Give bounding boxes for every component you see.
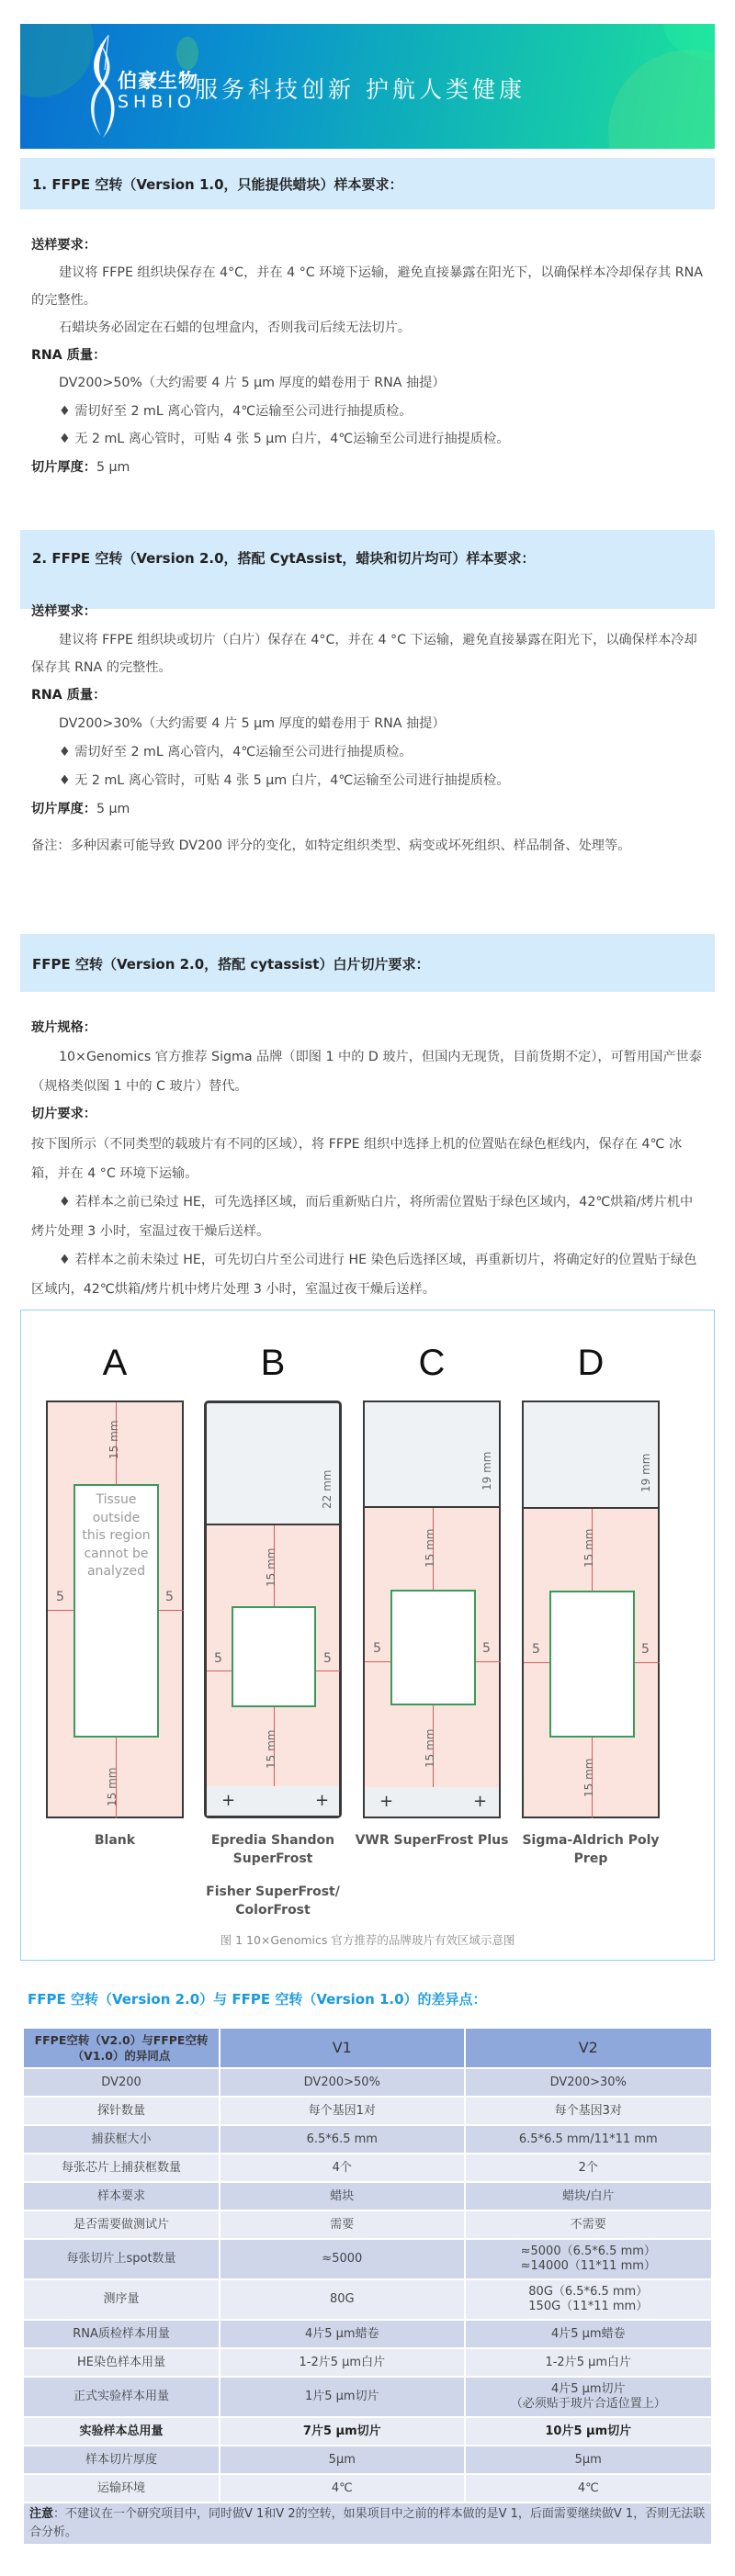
section1-shipping-text: 建议将 FFPE 组织块保存在 4°C，并在 4 °C 环境下运输，避免直接暴露在阳光下，以确保样本冷却保存其 RNA 的完整性。 (31, 265, 703, 308)
section2-title: 2. FFPE 空转（Version 2.0，搭配 CytAssist，蜡块和切片均可）样本要求： (32, 550, 536, 567)
section3-cut-text: 按下图所示（不同类型的载玻片有不同的区域），将 FFPE 组织中选择上机的位置贴在绿色框线内，保存在 4℃ 冰箱，并在 4 °C 环境下运输。 (31, 1137, 683, 1181)
table-cell: 每个基因1对 (220, 2097, 464, 2125)
dimension-line (159, 1610, 184, 1611)
table-cell: RNA质检样本用量 (23, 2320, 220, 2348)
section2-rna-label: RNA 质量： (31, 688, 107, 703)
table-cell: 1片5 μm切片 (220, 2377, 464, 2417)
slide-c (363, 1400, 501, 1818)
slide-a (46, 1400, 184, 1818)
section1-bullet-2: ♦ 无 2 mL 离心管时，可贴 4 张 5 μm 白片，4℃运输至公司进行抽提质检。 (59, 432, 510, 446)
section1-paraffin-note: 石蜡块务必固定在石蜡的包埋盒内，否则我司后续无法切片。 (59, 321, 412, 335)
section2-shipping-label: 送样要求： (31, 604, 96, 619)
table-cell: 1-2片5 μm白片 (220, 2348, 464, 2377)
section3-slide-label: 玻片规格： (31, 1020, 96, 1035)
table-cell: 4片5 μm蜡卷 (220, 2320, 464, 2348)
cell-line: ≈14000（11*11 mm） (520, 2259, 656, 2273)
table-cell (465, 2239, 712, 2279)
slide-b-letter: B (260, 1343, 286, 1383)
table-note (23, 2503, 712, 2545)
dimension-line (48, 1610, 74, 1611)
plus-mark-icon: + (221, 1791, 236, 1810)
logo-chinese-name: 伯豪生物 (118, 70, 198, 92)
table-cell: 需要 (220, 2210, 464, 2239)
dimension-line (207, 1670, 232, 1671)
slide-b-caption-2: Fisher SuperFrost/ ColorFrost (206, 1884, 340, 1918)
table-cell: 蜡块/白片 (465, 2182, 712, 2210)
table-cell: 运输环境 (23, 2474, 220, 2503)
note-text: ：不建议在一个研究项目中，同时做V 1和V 2的空转，如果项目中之前的样本做的是V 1，后面需要继续做V 1，否则无法联合分析。 (29, 2507, 706, 2539)
dimension-line (524, 1662, 549, 1663)
slide-b-right-margin: 5 (323, 1651, 332, 1666)
table-row (23, 2377, 712, 2417)
table-cell: 80G (220, 2279, 464, 2320)
section1-dv200: DV200>50%（大约需要 4 片 5 μm 厚度的蜡卷用于 RNA 抽提） (59, 376, 446, 390)
section2-thickness-label: 切片厚度： (31, 802, 96, 816)
section2-thickness (31, 795, 706, 823)
slide-d-right-margin: 5 (641, 1642, 650, 1657)
dimension-line (476, 1661, 501, 1662)
slide-a-left-margin: 5 (56, 1590, 64, 1604)
slide-c-capture-area (390, 1590, 476, 1705)
section3-slide-text: 10×Genomics 官方推荐 Sigma 品牌（即图 1 中的 D 玻片，但国内无现货，目前货期不定），可暂用国产世泰（规格类似图 1 中的 C 玻片）替代。 (31, 1050, 702, 1094)
section1-thickness-label: 切片厚度： (31, 460, 96, 475)
section2-bullet-1: ♦ 需切好至 2 mL 离心管内，4℃运输至公司进行抽提质检。 (59, 745, 413, 759)
slide-d-letter: D (577, 1343, 605, 1383)
section1-shipping-label: 送样要求： (31, 238, 96, 253)
table-cell: DV200>50% (220, 2068, 464, 2097)
slide-a-letter: A (102, 1343, 128, 1383)
section1-thickness-value: 5 μm (96, 460, 130, 475)
table-row (23, 2348, 712, 2377)
slide-d-left-margin: 5 (532, 1642, 540, 1657)
slide-d-capture-area (549, 1591, 635, 1738)
slide-d-top-mm: 15 mm (582, 1528, 595, 1568)
slide-b-caption: Epredia Shandon SuperFrost (210, 1833, 335, 1866)
section1-thickness (31, 454, 706, 481)
slide-c-top-mm: 15 mm (424, 1528, 436, 1568)
table-cell: 捕获框大小 (23, 2125, 220, 2154)
slide-c-frost-mm: 19 mm (481, 1451, 493, 1490)
slide-d-bottom-mm: 15 mm (582, 1758, 595, 1797)
slide-a-caption: Blank (94, 1833, 136, 1848)
slide-c-caption: VWR SuperFrost Plus (355, 1833, 509, 1848)
table-header-row (23, 2028, 712, 2068)
section1-title: 1. FFPE 空转（Version 1.0，只能提供蜡块）样本要求： (32, 176, 403, 193)
slide-a-bottom-mm: 15 mm (106, 1767, 119, 1806)
table-cell: 每张芯片上捕获框数量 (23, 2154, 220, 2182)
table-cell: 6.5*6.5 mm (220, 2125, 464, 2154)
table-cell: 正式实验样本用量 (23, 2377, 220, 2417)
table-cell: 1-2片5 μm白片 (465, 2348, 712, 2377)
table-row (23, 2125, 712, 2154)
cell-line: （必须贴于玻片合适位置上） (510, 2397, 666, 2411)
section1-header (20, 158, 715, 209)
table-header-cell: V2 (465, 2028, 712, 2068)
table-cell: 不需要 (465, 2210, 712, 2239)
section2-dv200: DV200>30%（大约需要 4 片 5 μm 厚度的蜡卷用于 RNA 抽提） (59, 716, 446, 731)
slide-d-frost-mm: 19 mm (639, 1453, 652, 1492)
table-cell: DV200 (23, 2068, 220, 2097)
table-cell: 测序量 (23, 2279, 220, 2320)
slide-b-frosted-label (207, 1403, 339, 1525)
differences-table (22, 2027, 713, 2546)
section2-shipping-text: 建议将 FFPE 组织块或切片（白片）保存在 4°C，并在 4 °C 下运输，避免直接暴露在阳光下，以确保样本冷却保存其 RNA 的完整性。 (31, 633, 697, 675)
table-cell: 实验样本总用量 (23, 2417, 220, 2446)
plus-mark-icon: + (379, 1792, 394, 1811)
banner (20, 24, 715, 149)
shbio-logo-icon (86, 33, 119, 140)
cell-line: 150G（11*11 mm） (528, 2300, 649, 2313)
section2-bullet-2: ♦ 无 2 mL 离心管时，可贴 4 张 5 μm 白片，4℃运输至公司进行抽提质检。 (59, 773, 510, 788)
differences-title: FFPE 空转（Version 2.0）与 FFPE 空转（Version 1.0）的差异点： (28, 1991, 487, 2008)
table-cell: 每个基因3对 (465, 2097, 712, 2125)
dimension-line (316, 1670, 340, 1671)
cell-line: ≈5000（6.5*6.5 mm） (520, 2244, 656, 2258)
table-row (23, 2097, 712, 2125)
table-header-cell: FFPE空转（V2.0）与FFPE空转（V1.0）的异同点 (23, 2028, 220, 2068)
cell-line: 4片5 μm切片 (550, 2382, 626, 2396)
table-cell: 2个 (465, 2154, 712, 2182)
section3-bullet-2: ♦ 若样本之前未染过 HE，可先切白片至公司进行 HE 染色后选择区域，再重新切片，将确定好的位置贴于绿色区域内，42℃烘箱/烤片机中烤片处理 3 小时，室温过夜干燥后送样。 (31, 1253, 697, 1297)
slide-c-letter: C (418, 1343, 446, 1383)
table-cell: 5μm (465, 2446, 712, 2474)
table-cell (465, 2279, 712, 2320)
slide-c-right-margin: 5 (482, 1641, 491, 1656)
slide-c-left-margin: 5 (373, 1641, 381, 1656)
table-note-row (23, 2503, 712, 2545)
plus-mark-icon: + (473, 1792, 488, 1811)
table-row (23, 2154, 712, 2182)
slide-b-left-margin: 5 (214, 1651, 222, 1666)
slide-a-top-mm: 15 mm (107, 1420, 120, 1459)
slide-c-frosted-label (365, 1402, 499, 1508)
table-cell: 5μm (220, 2446, 464, 2474)
table-cell: 样本要求 (23, 2182, 220, 2210)
note-label: 注意 (29, 2507, 54, 2521)
table-row (23, 2182, 712, 2210)
slide-c-bottom-mm: 15 mm (424, 1728, 436, 1768)
table-row (23, 2068, 712, 2097)
section3-bullet-1: ♦ 若样本之前已染过 HE，可先选择区域，而后重新贴白片，将所需位置贴于绿色区域内，42℃烘箱/烤片机中烤片处理 3 小时，室温过夜干燥后送样。 (31, 1195, 694, 1239)
slide-a-right-margin: 5 (165, 1590, 174, 1604)
table-row (23, 2239, 712, 2279)
dimension-line (365, 1661, 390, 1662)
table-cell: 4℃ (220, 2474, 464, 2503)
slide-d-frosted-label (524, 1402, 658, 1509)
logo-english-name: SHBIO (118, 92, 196, 112)
table-row (23, 2210, 712, 2239)
table-row (23, 2446, 712, 2474)
table-cell: ≈5000 (220, 2239, 464, 2279)
decor-bubble (20, 24, 94, 97)
table-cell: 是否需要做测试片 (23, 2210, 220, 2239)
table-cell: DV200>30% (465, 2068, 712, 2097)
section1-rna-label: RNA 质量： (31, 348, 107, 363)
section3-title: FFPE 空转（Version 2.0，搭配 cytassist）白片切片要求： (32, 956, 430, 973)
table-cell: 6.5*6.5 mm/11*11 mm (465, 2125, 712, 2154)
table-cell: 4片5 μm蜡卷 (465, 2320, 712, 2348)
table-header-cell: V1 (220, 2028, 464, 2068)
table-cell: HE染色样本用量 (23, 2348, 220, 2377)
table-cell: 每张切片上spot数量 (23, 2239, 220, 2279)
table-cell: 蜡块 (220, 2182, 464, 2210)
decor-bubble (608, 50, 715, 149)
table-row (23, 2417, 712, 2446)
slide-d-caption: Sigma-Aldrich Poly Prep (522, 1833, 660, 1866)
table-row (23, 2320, 712, 2348)
table-cell (465, 2377, 712, 2417)
slide-b-capture-area (232, 1606, 316, 1707)
section1-bullet-1: ♦ 需切好至 2 mL 离心管内，4℃运输至公司进行抽提质检。 (59, 404, 413, 419)
plus-mark-icon: + (315, 1791, 330, 1810)
table-row (23, 2474, 712, 2503)
table-row (23, 2279, 712, 2320)
section2-note: 备注：多种因素可能导致 DV200 评分的变化，如特定组织类型、病变或坏死组织、样品制备、处理等。 (31, 838, 631, 853)
slogan: 服务科技创新 护航人类健康 (195, 76, 526, 103)
slide-b (204, 1400, 342, 1818)
slide-b-top-mm: 15 mm (265, 1547, 277, 1587)
slide-a-tissue-note: Tissue outside this region cannot be analyzed (82, 1492, 151, 1579)
slide-b-bottom-mm: 15 mm (265, 1729, 277, 1769)
slide-d (522, 1400, 660, 1818)
section3-cut-label: 切片要求： (31, 1107, 96, 1121)
dimension-line (635, 1662, 660, 1663)
section2-thickness-value: 5 μm (96, 802, 130, 816)
table-cell: 样本切片厚度 (23, 2446, 220, 2474)
table-cell: 7片5 μm切片 (220, 2417, 464, 2446)
section3-header (20, 934, 715, 992)
decor-bubble (176, 37, 198, 70)
cell-line: 80G（6.5*6.5 mm） (528, 2285, 649, 2299)
slide-b-frost-mm: 22 mm (321, 1469, 334, 1509)
figure-caption: 图 1 10×Genomics 官方推荐的品牌玻片有效区域示意图 (220, 1933, 515, 1947)
table-cell: 10片5 μm切片 (465, 2417, 712, 2446)
slide-a-capture-area (74, 1484, 159, 1738)
table-cell: 4个 (220, 2154, 464, 2182)
table-cell: 探针数量 (23, 2097, 220, 2125)
table-cell: 4℃ (465, 2474, 712, 2503)
